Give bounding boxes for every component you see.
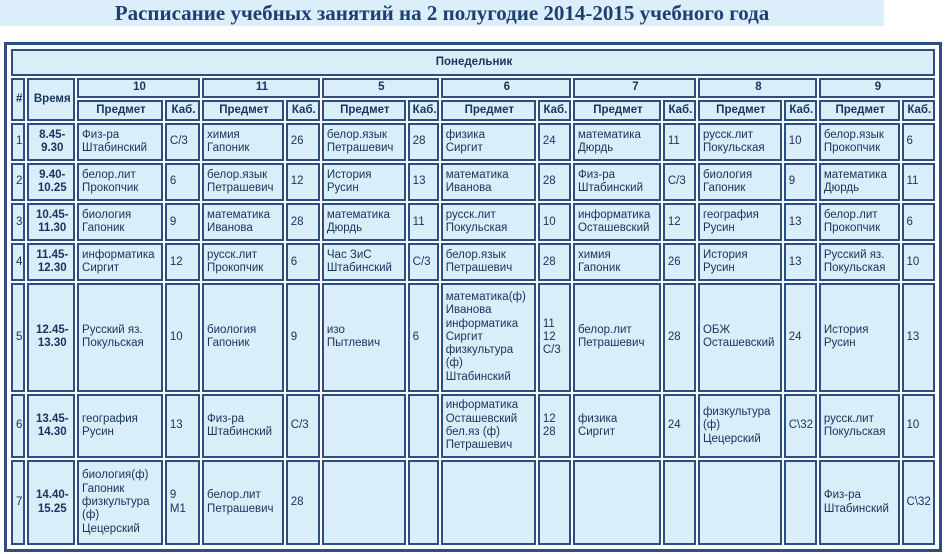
room-cell: 9 bbox=[165, 203, 200, 241]
subject-cell: русск.лит Покульская bbox=[441, 203, 536, 241]
room-cell: 12 bbox=[165, 243, 200, 281]
room-cell: 24 bbox=[663, 394, 696, 459]
subject-cell: география Русин bbox=[77, 394, 163, 459]
room-column-header: Каб. bbox=[902, 100, 935, 121]
subject-cell: математика(ф) Иванова информатика Сиргит физкультура (ф) Штабинский bbox=[441, 283, 536, 391]
subject-cell bbox=[441, 460, 536, 545]
room-cell: 11 bbox=[902, 163, 935, 201]
room-cell: С\32 bbox=[902, 460, 935, 545]
class-header: 7 bbox=[573, 78, 696, 99]
class-header: 6 bbox=[441, 78, 571, 99]
subject-column-header: Предмет bbox=[202, 100, 284, 121]
room-cell: 12 bbox=[663, 203, 696, 241]
subject-column-header: Предмет bbox=[573, 100, 661, 121]
room-cell: 10 bbox=[902, 243, 935, 281]
room-cell bbox=[538, 460, 571, 545]
room-cell: 6 bbox=[902, 203, 935, 241]
lesson-number: 2 bbox=[11, 163, 25, 201]
subject-cell: физика Сиргит bbox=[573, 394, 661, 459]
subject-cell: русск.лит Покульская bbox=[819, 394, 900, 459]
subject-cell: белор.лит Прокопчик bbox=[819, 203, 900, 241]
room-cell: 9 bbox=[784, 163, 817, 201]
room-cell: 12 28 bbox=[538, 394, 571, 459]
subject-cell: химия Гапоник bbox=[202, 123, 284, 161]
class-header-row bbox=[11, 78, 935, 99]
lesson-row bbox=[11, 283, 935, 391]
column-header-row bbox=[11, 100, 935, 121]
room-cell bbox=[784, 460, 817, 545]
class-header: 9 bbox=[819, 78, 935, 99]
subject-column-header: Предмет bbox=[819, 100, 900, 121]
class-header: 8 bbox=[698, 78, 817, 99]
subject-cell: физкультура (ф) Цецерский bbox=[698, 394, 782, 459]
lesson-number: 1 bbox=[11, 123, 25, 161]
subject-cell bbox=[322, 394, 406, 459]
room-cell: 6 bbox=[286, 243, 320, 281]
subject-cell: Физ-ра Штабинский bbox=[202, 394, 284, 459]
subject-cell: белор.лит Петрашевич bbox=[573, 283, 661, 391]
room-cell: 26 bbox=[663, 243, 696, 281]
subject-cell: Русский яз. Покульская bbox=[819, 243, 900, 281]
room-cell: С/3 bbox=[286, 394, 320, 459]
room-cell: 13 bbox=[784, 203, 817, 241]
lesson-number: 3 bbox=[11, 203, 25, 241]
subject-cell: физика Сиргит bbox=[441, 123, 536, 161]
lesson-number: 6 bbox=[11, 394, 25, 459]
subject-cell bbox=[322, 460, 406, 545]
subject-cell: биология Гапоник bbox=[698, 163, 782, 201]
subject-cell: информатика Осташевский bbox=[573, 203, 661, 241]
room-cell: 28 bbox=[538, 243, 571, 281]
room-column-header: Каб. bbox=[286, 100, 320, 121]
subject-cell: информатика Сиргит bbox=[77, 243, 163, 281]
lesson-row bbox=[11, 123, 935, 161]
room-cell: С/3 bbox=[165, 123, 200, 161]
room-cell: С/3 bbox=[663, 163, 696, 201]
room-cell bbox=[408, 460, 439, 545]
lesson-row bbox=[11, 460, 935, 545]
room-column-header: Каб. bbox=[408, 100, 439, 121]
subject-cell: математика Иванова bbox=[441, 163, 536, 201]
room-column-header: Каб. bbox=[784, 100, 817, 121]
schedule-table bbox=[9, 47, 937, 547]
lesson-time: 8.45- 9.30 bbox=[27, 123, 75, 161]
subject-cell: изо Пытлевич bbox=[322, 283, 406, 391]
room-cell: 28 bbox=[408, 123, 439, 161]
row-number-header: # bbox=[11, 78, 25, 121]
subject-cell: Физ-ра Штабинский bbox=[819, 460, 900, 545]
room-cell: 6 bbox=[902, 123, 935, 161]
lesson-time: 9.40- 10.25 bbox=[27, 163, 75, 201]
room-cell: 24 bbox=[784, 283, 817, 391]
room-cell: 11 12 С/3 bbox=[538, 283, 571, 391]
subject-cell: Русский яз. Покульская bbox=[77, 283, 163, 391]
room-column-header: Каб. bbox=[165, 100, 200, 121]
room-column-header: Каб. bbox=[538, 100, 571, 121]
subject-cell: белор.язык Петрашевич bbox=[441, 243, 536, 281]
room-cell: 28 bbox=[663, 283, 696, 391]
room-cell: 28 bbox=[286, 460, 320, 545]
subject-cell: белор.язык Петрашевич bbox=[322, 123, 406, 161]
lesson-number: 5 bbox=[11, 283, 25, 391]
subject-cell: география Русин bbox=[698, 203, 782, 241]
subject-cell: белор.язык Прокопчик bbox=[819, 123, 900, 161]
room-cell: 28 bbox=[538, 163, 571, 201]
room-cell: 10 bbox=[538, 203, 571, 241]
lesson-number: 4 bbox=[11, 243, 25, 281]
room-cell: 13 bbox=[408, 163, 439, 201]
room-cell: 12 bbox=[286, 163, 320, 201]
lesson-time: 12.45- 13.30 bbox=[27, 283, 75, 391]
room-cell: 10 bbox=[902, 394, 935, 459]
room-cell: 6 bbox=[408, 283, 439, 391]
subject-cell: математика Дюрдь bbox=[322, 203, 406, 241]
subject-cell: биология(ф) Гапоник физкультура (ф) Цецерский bbox=[77, 460, 163, 545]
subject-cell bbox=[698, 460, 782, 545]
room-cell: 24 bbox=[538, 123, 571, 161]
lesson-number: 7 bbox=[11, 460, 25, 545]
subject-cell: Физ-ра Штабинский bbox=[573, 163, 661, 201]
lesson-row bbox=[11, 203, 935, 241]
room-cell: С\32 bbox=[784, 394, 817, 459]
room-cell: 13 bbox=[165, 394, 200, 459]
class-header: 5 bbox=[322, 78, 439, 99]
lesson-time: 14.40- 15.25 bbox=[27, 460, 75, 545]
lesson-time: 10.45- 11.30 bbox=[27, 203, 75, 241]
lesson-time: 13.45- 14.30 bbox=[27, 394, 75, 459]
room-cell: 6 bbox=[165, 163, 200, 201]
subject-cell: информатика Осташевский бел.яз (ф) Петрашевич bbox=[441, 394, 536, 459]
room-cell bbox=[663, 460, 696, 545]
room-cell: 13 bbox=[902, 283, 935, 391]
subject-cell: Физ-ра Штабинский bbox=[77, 123, 163, 161]
lesson-row bbox=[11, 394, 935, 459]
subject-cell: математика Дюрдь bbox=[573, 123, 661, 161]
room-cell: 13 bbox=[784, 243, 817, 281]
room-cell: 10 bbox=[784, 123, 817, 161]
subject-cell: химия Гапоник bbox=[573, 243, 661, 281]
time-header: Время bbox=[27, 78, 75, 121]
subject-cell: История Русин bbox=[698, 243, 782, 281]
subject-column-header: Предмет bbox=[322, 100, 406, 121]
subject-cell: русск.лит Прокопчик bbox=[202, 243, 284, 281]
lesson-row bbox=[11, 163, 935, 201]
lesson-row bbox=[11, 243, 935, 281]
subject-cell bbox=[573, 460, 661, 545]
room-column-header: Каб. bbox=[663, 100, 696, 121]
subject-cell: биология Гапоник bbox=[202, 283, 284, 391]
subject-cell: белор.язык Петрашевич bbox=[202, 163, 284, 201]
room-cell: 11 bbox=[408, 203, 439, 241]
room-cell: 10 bbox=[165, 283, 200, 391]
subject-cell: История Русин bbox=[819, 283, 900, 391]
room-cell bbox=[408, 394, 439, 459]
lesson-time: 11.45- 12.30 bbox=[27, 243, 75, 281]
subject-column-header: Предмет bbox=[698, 100, 782, 121]
day-header: Понедельник bbox=[11, 49, 935, 76]
page-title: Расписание учебных занятий на 2 полугодие 2014-2015 учебного года bbox=[0, 0, 884, 26]
subject-cell: История Русин bbox=[322, 163, 406, 201]
room-cell: 9 М1 bbox=[165, 460, 200, 545]
subject-cell: белор.лит Петрашевич bbox=[202, 460, 284, 545]
subject-column-header: Предмет bbox=[77, 100, 163, 121]
subject-cell: математика Иванова bbox=[202, 203, 284, 241]
class-header: 10 bbox=[77, 78, 200, 99]
schedule-container bbox=[4, 42, 942, 552]
subject-cell: Час ЗиС Штабинский bbox=[322, 243, 406, 281]
class-header: 11 bbox=[202, 78, 320, 99]
subject-column-header: Предмет bbox=[441, 100, 536, 121]
day-header-row bbox=[11, 49, 935, 76]
room-cell: 26 bbox=[286, 123, 320, 161]
room-cell: 28 bbox=[286, 203, 320, 241]
subject-cell: математика Дюрдь bbox=[819, 163, 900, 201]
room-cell: 9 bbox=[286, 283, 320, 391]
subject-cell: русск.лит Покульская bbox=[698, 123, 782, 161]
room-cell: 11 bbox=[663, 123, 696, 161]
subject-cell: белор.лит Прокопчик bbox=[77, 163, 163, 201]
subject-cell: биология Гапоник bbox=[77, 203, 163, 241]
subject-cell: ОБЖ Осташевский bbox=[698, 283, 782, 391]
room-cell: С/3 bbox=[408, 243, 439, 281]
